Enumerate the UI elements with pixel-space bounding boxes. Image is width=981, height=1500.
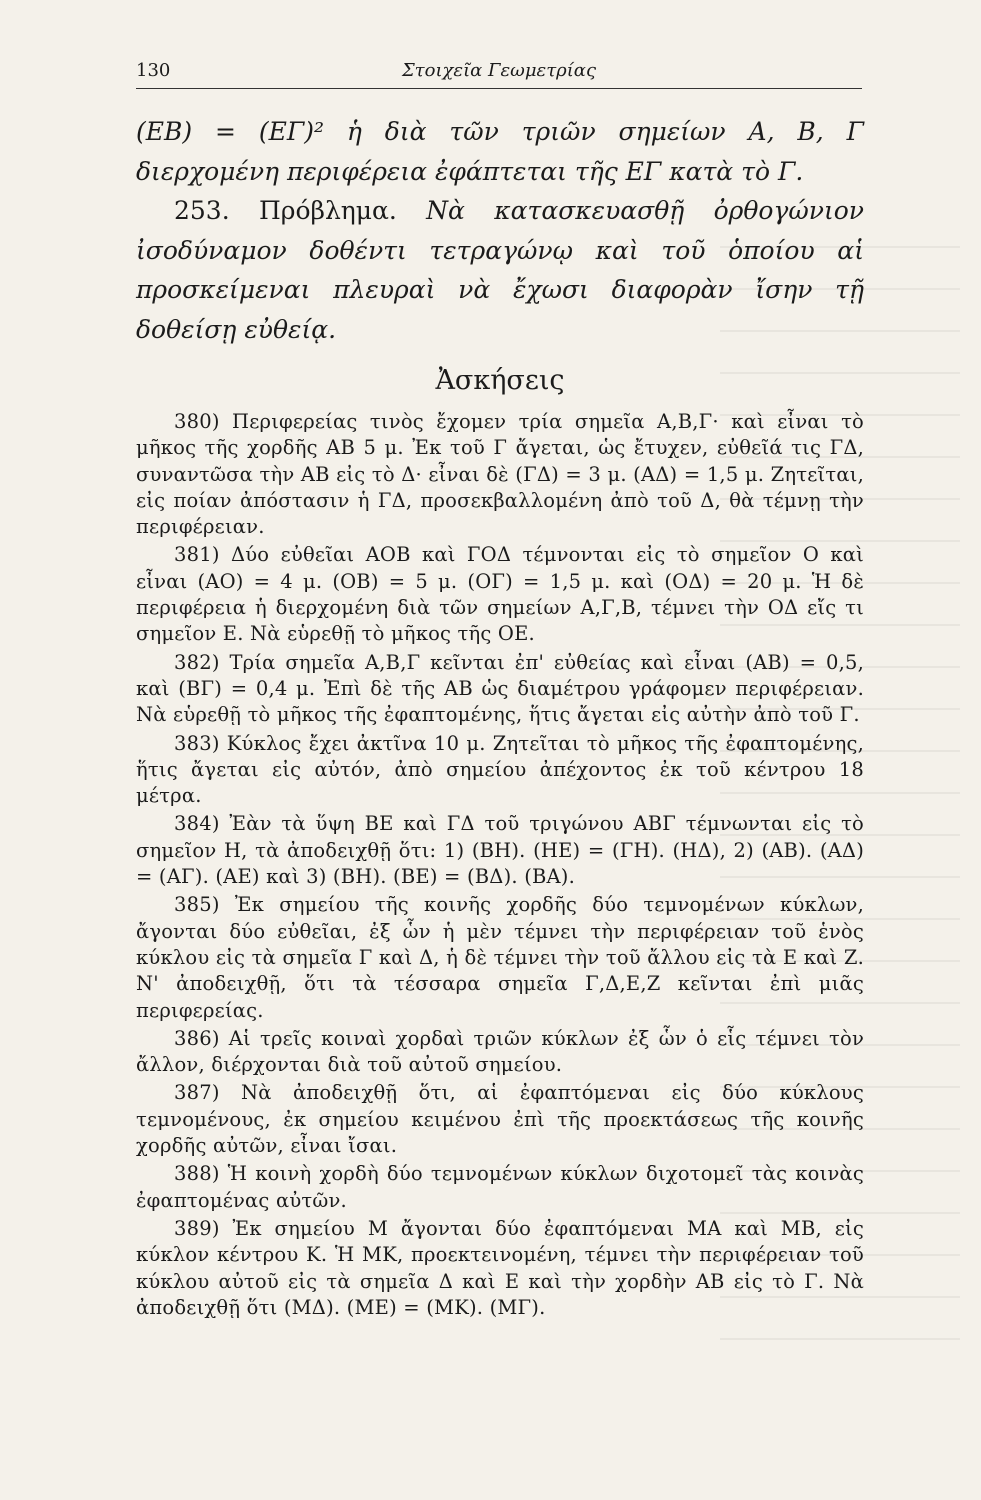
- exercise-380: 380) Περιφερείας τινὸς ἔχομεν τρία σημεῖα Α,Β,Γ· καὶ εἶναι τὸ μῆκος τῆς χορδῆς ΑΒ 5 μ. Ἐκ τοῦ Γ ἄγεται, ὡς ἔτυχεν, εὐθεῖά τις ΓΔ, συναντῶσα τὴν ΑΒ εἰς τὸ Δ· εἶναι δὲ (ΓΔ) = 3 μ. (ΑΔ) = 1,5 μ. Ζητεῖται, εἰς ποίαν ἀπόστασιν ἡ ΓΔ, προσεκβαλλομένη ἀπὸ τοῦ Δ, θὰ τέμνῃ τὴν περιφέρειαν.: [136, 410, 864, 539]
- exercise-383: 383) Κύκλος ἔχει ἀκτῖνα 10 μ. Ζητεῖται τὸ μῆκος τῆς ἐφαπτομένης, ἥτις ἄγεται εἰς αὐτόν, ἀπὸ σημείου ἀπέχοντος ἐκ τοῦ κέντρου 18 μέτρα.: [136, 731, 864, 808]
- problem-text: Νὰ κατασκευασθῇ ὀρθογώνιον ἰσοδύναμον δοθέντι τετραγώνῳ καὶ τοῦ ὁποίου αἱ προσκείμεναι πλευραὶ νὰ ἔχωσι διαφορὰν ἴσην τῇ δοθείσῃ εὐθείᾳ.: [136, 196, 864, 344]
- exercise-381: 381) Δύο εὐθεῖαι ΑΟΒ καὶ ΓΟΔ τέμνονται εἰς τὸ σημεῖον Ο καὶ εἶναι (ΑΟ) = 4 μ. (ΟΒ) = 5 μ. (ΟΓ) = 1,5 μ. καὶ (ΟΔ) = 20 μ. Ἡ δὲ περιφέρεια ἡ διερχομένη διὰ τῶν σημείων Α,Γ,Β, τέμνει τὴν ΟΔ εἴς τι σημεῖον Ε. Νὰ εὑρεθῇ τὸ μῆκος τῆς ΟΕ.: [136, 543, 864, 646]
- exercise-385: 385) Ἐκ σημείου τῆς κοινῆς χορδῆς δύο τεμνομένων κύκλων, ἄγονται δύο εὐθεῖαι, ἐξ ὧν ἡ μὲν τέμνει τὴν περιφέρειαν τοῦ ἑνὸς κύκλου εἰς τὰ σημεῖα Γ καὶ Δ, ἡ δὲ τέμνει τὴν τοῦ ἄλλου εἰς τὰ Ε καὶ Ζ. Ν' ἀποδειχθῇ, ὅτι τὰ τέσσαρα σημεῖα Γ,Δ,Ε,Ζ κεῖνται ἐπὶ μιᾶς περιφερείας.: [136, 893, 864, 1022]
- exercise-384: 384) Ἐὰν τὰ ὕψη ΒΕ καὶ ΓΔ τοῦ τριγώνου ΑΒΓ τέμνωνται εἰς τὸ σημεῖον Η, τὰ ἀποδειχθῇ ὅτι: 1) (ΒΗ). (ΗΕ) = (ΓΗ). (ΗΔ), 2) (ΑΒ). (ΑΔ) = (ΑΓ). (ΑΕ) καὶ 3) (ΒΗ). (ΒΕ) = (ΒΔ). (ΒΑ).: [136, 812, 864, 889]
- continued-paragraph: (ΕΒ) = (ΕΓ)² ἡ διὰ τῶν τριῶν σημείων Α, Β, Γ διερχομένη περιφέρεια ἐφάπτεται τῆς ΕΓ κατὰ τὸ Γ.: [136, 117, 864, 186]
- problem-label: 253. Πρόβλημα.: [174, 196, 397, 225]
- running-title: Στοιχεῖα Γεωμετρίας: [401, 60, 597, 81]
- exercise-388: 388) Ἡ κοινὴ χορδὴ δύο τεμνομένων κύκλων διχοτομεῖ τὰς κοινὰς ἐφαπτομένας αὐτῶν.: [136, 1162, 864, 1212]
- exercise-389: 389) Ἐκ σημείου Μ ἄγονται δύο ἐφαπτόμεναι ΜΑ καὶ ΜΒ, εἰς κύκλον κέντρου Κ. Ἡ ΜΚ, προεκτεινομένη, τέμνει τὴν περιφέρειαν τοῦ κύκλου αὐτοῦ εἰς τὰ σημεῖα Δ καὶ Ε καὶ τὴν χορδὴν ΑΒ εἰς τὸ Γ. Νὰ ἀποδειχθῇ ὅτι (ΜΔ). (ΜΕ) = (ΜΚ). (ΜΓ).: [136, 1216, 864, 1319]
- exercise-386: 386) Αἱ τρεῖς κοιναὶ χορδαὶ τριῶν κύκλων ἐξ ὧν ὁ εἷς τέμνει τὸν ἄλλον, διέρχονται διὰ τοῦ αὐτοῦ σημείου.: [136, 1026, 864, 1077]
- page-header: [136, 56, 862, 89]
- page-number: 130: [136, 60, 171, 81]
- exercise-382: 382) Τρία σημεῖα Α,Β,Γ κεῖνται ἐπ' εὐθείας καὶ εἶναι (ΑΒ) = 0,5, καὶ (ΒΓ) = 0,4 μ. Ἐπὶ δὲ τῆς ΑΒ ὡς διαμέτρου γράφομεν περιφέρειαν. Νὰ εὑρεθῇ τὸ μῆκος τῆς ἐφαπτομένης, ἥτις ἄγεται εἰς αὐτὴν ἀπὸ τοῦ Γ.: [136, 650, 864, 727]
- problem-paragraph: [136, 191, 864, 349]
- section-heading: Ἀσκήσεις: [435, 365, 565, 396]
- page-body: [136, 112, 864, 1323]
- exercise-387: 387) Νὰ ἀποδειχθῇ ὅτι, αἱ ἐφαπτόμεναι εἰς δύο κύκλους τεμνομένους, ἐκ σημείου κειμένου ἐπὶ τῆς προεκτάσεως τῆς κοινῆς χορδῆς αὐτῶν, εἶναι ἴσαι.: [136, 1081, 864, 1158]
